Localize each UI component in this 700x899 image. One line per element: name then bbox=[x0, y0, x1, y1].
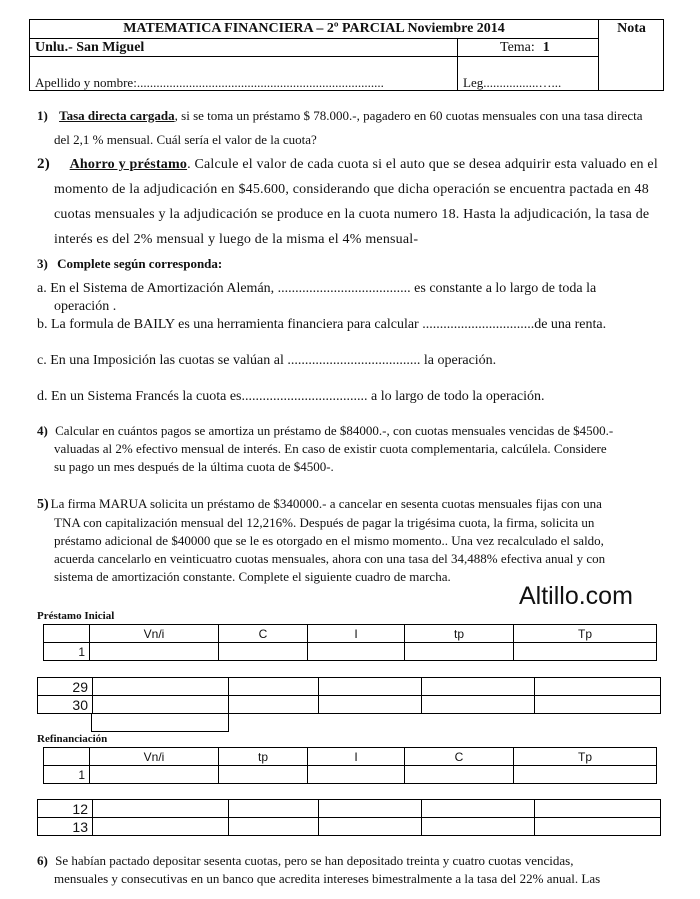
header-cell: C bbox=[219, 625, 308, 643]
tema-label: Tema: bbox=[500, 40, 535, 55]
question-1-cont: del 2,1 % mensual. Cuál sería el valor de la cuota? bbox=[54, 132, 317, 147]
question-2 bbox=[37, 152, 697, 177]
divider bbox=[30, 38, 598, 39]
divider bbox=[30, 56, 598, 57]
watermark: Altillo.com bbox=[519, 582, 633, 610]
question-5-line: acuerda cancelarlo en veinticuatro cuotas mensuales, ahora con una tasa del 34,488% efectiva anual y con bbox=[54, 551, 606, 566]
table-cell[interactable] bbox=[514, 643, 657, 661]
refinance-table-rows bbox=[37, 799, 661, 836]
table-cell[interactable] bbox=[535, 800, 661, 818]
question-6-line: mensuales y consecutivas en un banco que acredita intereses bimestralmente a la tasa del 22% anual. Las bbox=[54, 871, 601, 886]
table-cell[interactable] bbox=[90, 766, 219, 784]
table-cell[interactable] bbox=[229, 818, 319, 836]
table-cell[interactable] bbox=[535, 818, 661, 836]
row-number: 13 bbox=[38, 818, 93, 836]
table-cell[interactable] bbox=[535, 696, 661, 714]
header-cell bbox=[44, 625, 90, 643]
tema-field bbox=[500, 40, 550, 56]
table-cell[interactable] bbox=[535, 678, 661, 696]
header-cell: Tp bbox=[514, 625, 657, 643]
question-text: Calcular en cuántos pagos se amortiza un préstamo de $84000.-, con cuotas mensuales vencidas de $4500.- bbox=[55, 423, 614, 438]
question-text: , si se toma un préstamo $ 78.000.-, pagadero en 60 cuotas mensuales con una tasa directa bbox=[174, 108, 643, 123]
table-cell[interactable] bbox=[90, 643, 219, 661]
table-cell[interactable] bbox=[91, 713, 229, 732]
university-label: Unlu.- San Miguel bbox=[35, 40, 145, 55]
table-cell[interactable] bbox=[93, 818, 229, 836]
question-2-line: momento de la adjudicación en $45.600, considerando que dicha operación se encuentra pactada en 48 bbox=[54, 182, 649, 197]
table-cell[interactable] bbox=[308, 766, 405, 784]
table-cell[interactable] bbox=[422, 678, 535, 696]
header-cell: C bbox=[405, 748, 514, 766]
question-6 bbox=[37, 852, 573, 870]
question-2-line: interés es del 2% mensual y luego de la misma el 4% mensual- bbox=[54, 232, 419, 247]
question-title: Ahorro y préstamo bbox=[69, 157, 188, 172]
row-number: 12 bbox=[38, 800, 93, 818]
divider bbox=[457, 38, 458, 90]
item-a-cont: operación . bbox=[54, 299, 117, 314]
question-4-line: valuadas al 2% efectivo mensual de interés. En caso de existir cuota complementaria, calcúlela. Considere bbox=[54, 441, 607, 456]
header-cell: I bbox=[308, 748, 405, 766]
table-cell[interactable] bbox=[229, 696, 319, 714]
item-c: c. En una Imposición las cuotas se valúan al ...................................... la operación. bbox=[37, 353, 497, 368]
question-2-line: cuotas mensuales y la adjudicación se produce en la cuota numero 18. Hasta la adjudicación, la tasa de bbox=[54, 207, 650, 222]
table-cell[interactable] bbox=[514, 766, 657, 784]
question-number: 6) bbox=[37, 853, 48, 868]
table-cell[interactable] bbox=[405, 766, 514, 784]
row-number: 1 bbox=[44, 766, 90, 784]
item-a: a. En el Sistema de Amortización Alemán, ...................................... es constante a lo largo de toda la bbox=[37, 281, 597, 296]
header-cell: Vn/i bbox=[90, 625, 219, 643]
question-number: 2) bbox=[37, 156, 50, 172]
table-cell[interactable] bbox=[422, 696, 535, 714]
question-number: 3) bbox=[37, 256, 48, 271]
question-text: Se habían pactado depositar sesenta cuotas, pero se han depositado treinta y cuatro cuotas vencidas, bbox=[55, 853, 574, 868]
question-number: 5) bbox=[37, 497, 49, 512]
exam-title: MATEMATICA FINANCIERA – 2º PARCIAL Noviembre 2014 bbox=[123, 21, 505, 36]
table-cell[interactable] bbox=[405, 643, 514, 661]
question-number: 4) bbox=[37, 423, 48, 438]
item-b: b. La formula de BAILY es una herramienta financiera para calcular ................................de una renta. bbox=[37, 317, 607, 332]
tema-value: 1 bbox=[542, 40, 550, 55]
question-5-line: préstamo adicional de $40000 que se le es otorgado en el mismo momento.. Una vez recalculado el saldo, bbox=[54, 533, 604, 548]
table-cell[interactable] bbox=[93, 800, 229, 818]
leg-field: Leg.................…... bbox=[463, 75, 562, 90]
question-title: Complete según corresponda: bbox=[57, 256, 223, 271]
question-5-line: TNA con capitalización mensual del 12,216%. Después de pagar la trigésima cuota, la firma, solicita un bbox=[54, 515, 595, 530]
question-5 bbox=[37, 495, 602, 514]
table-cell[interactable] bbox=[422, 800, 535, 818]
apellido-field: Apellido y nombre:............................................................................ bbox=[35, 75, 384, 90]
table-label: Refinanciación bbox=[37, 733, 108, 745]
question-3 bbox=[37, 254, 222, 274]
table-cell[interactable] bbox=[422, 818, 535, 836]
question-4-line: su pago un mes después de la última cuota de $4500-. bbox=[54, 459, 334, 474]
table-cell[interactable] bbox=[229, 800, 319, 818]
question-4 bbox=[37, 422, 613, 440]
refinance-table-header bbox=[43, 747, 657, 784]
question-number: 1) bbox=[37, 108, 48, 123]
header-cell: tp bbox=[219, 748, 308, 766]
table-label: Préstamo Inicial bbox=[37, 610, 115, 622]
question-1 bbox=[37, 106, 687, 126]
table-cell[interactable] bbox=[93, 678, 229, 696]
header-cell: Tp bbox=[514, 748, 657, 766]
table-cell[interactable] bbox=[319, 800, 422, 818]
table-cell[interactable] bbox=[308, 643, 405, 661]
question-text: La firma MARUA solicita un préstamo de $340000.- a cancelar en sesenta cuotas mensuales fijas con una bbox=[50, 496, 602, 511]
table-cell[interactable] bbox=[229, 678, 319, 696]
header-cell bbox=[44, 748, 90, 766]
row-number: 30 bbox=[38, 696, 93, 714]
item-d: d. En un Sistema Francés la cuota es.................................... a lo largo de todo la operación. bbox=[37, 389, 545, 404]
question-text: . Calcule el valor de cada cuota si el auto que se desea adquirir esta valuado en el bbox=[187, 157, 658, 172]
table-cell[interactable] bbox=[319, 696, 422, 714]
table-cell[interactable] bbox=[219, 766, 308, 784]
table-cell[interactable] bbox=[319, 818, 422, 836]
table-cell[interactable] bbox=[93, 696, 229, 714]
loan-table-rows bbox=[37, 677, 661, 714]
row-number: 29 bbox=[38, 678, 93, 696]
row-number: 1 bbox=[44, 643, 90, 661]
header-cell: I bbox=[308, 625, 405, 643]
nota-label: Nota bbox=[617, 21, 646, 36]
question-title: Tasa directa cargada bbox=[59, 108, 175, 123]
question-5-line: sistema de amortización constante. Complete el siguiente cuadro de marcha. bbox=[54, 569, 451, 584]
header-cell: tp bbox=[405, 625, 514, 643]
table-cell[interactable] bbox=[219, 643, 308, 661]
header-cell: Vn/i bbox=[90, 748, 219, 766]
table-cell[interactable] bbox=[319, 678, 422, 696]
loan-table-header bbox=[43, 624, 657, 661]
exam-header bbox=[29, 19, 664, 91]
